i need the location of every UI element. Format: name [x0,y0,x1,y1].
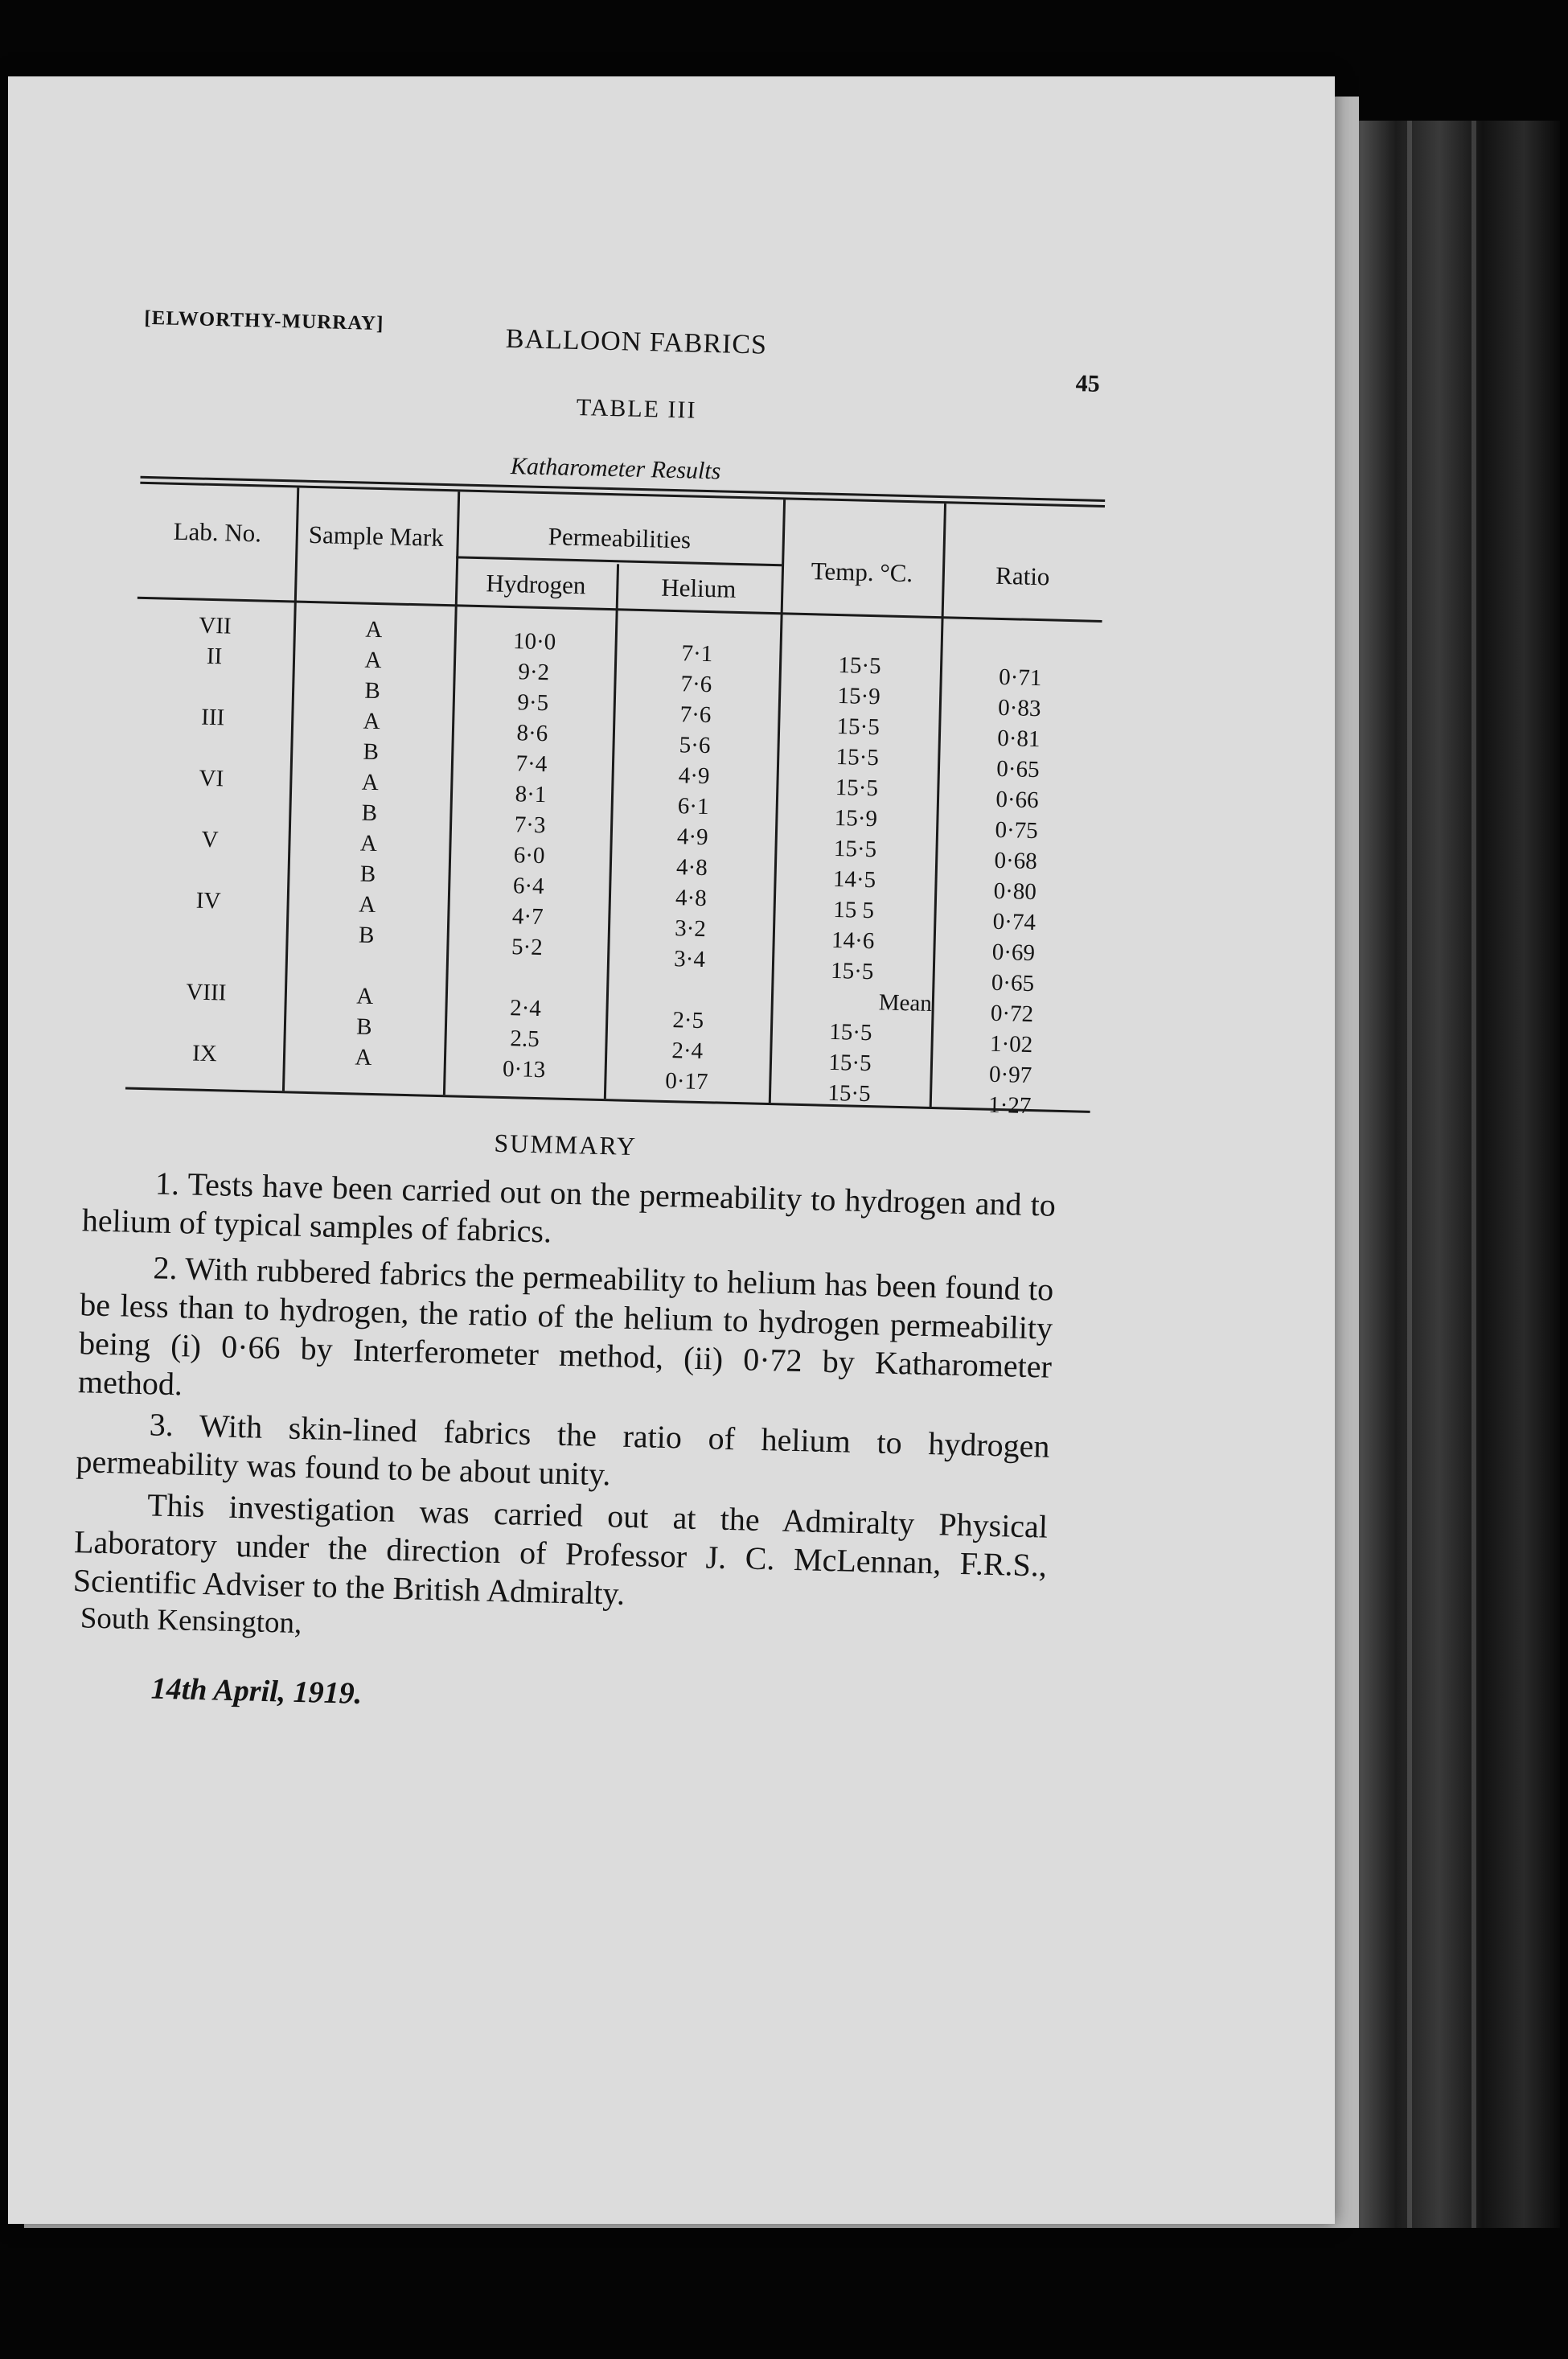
table-cell-sample-mark: A [358,891,376,919]
table-cell-lab-no [127,1006,285,1041]
table-cell-sample-mark: B [363,738,380,766]
table-cell-sample-mark: B [359,861,376,888]
table-cell-lab-no: IV [195,887,221,914]
table-cell-ratio: 0·66 [995,786,1040,814]
table-cell-temp: 14·5 [832,865,876,894]
table-label: TABLE III [576,393,697,424]
table-cell-hydrogen: 6·0 [513,842,545,869]
table-cell-hydrogen: 8·1 [515,781,547,808]
table-cell-helium: 3·4 [673,946,706,973]
table-cell-lab-no [129,914,286,949]
table-cell-lab-no: IX [191,1040,218,1067]
table-cell-helium: 5·6 [679,732,711,759]
table-cell-sample-mark: B [361,799,378,827]
table-cell-ratio: 0·80 [993,877,1037,906]
table-cell-lab-no [128,945,285,980]
table-cell-helium: 4·9 [676,824,709,851]
table-cell-sample-mark: A [365,616,383,643]
signoff-place: South Kensington, [80,1601,302,1641]
table-cell-temp: 15·9 [834,804,878,832]
signoff-date: 14th April, 1919. [150,1671,363,1711]
summary-paragraph-3: 3. With skin-lined fabrics the ratio of helium to hydrogen permeability was found to be about unity. [76,1406,1050,1493]
header-hydrogen: Hydrogen [486,569,586,600]
table-cell-temp: 15·5 [828,1049,872,1077]
table-cell-helium: 4·9 [678,762,710,790]
table-cell-temp: 15 5 [832,896,875,924]
table-cell-helium: 7·1 [681,640,713,668]
header-sample-mark: Sample Mark [308,520,445,552]
summary-paragraph-2: 2. With rubbered fabrics the permeability to helium has been found to be less than to hydrogen, the ratio of the helium to hydrogen permeability being (i) 0·66 by Interferometer method, (ii) 0·72 by Katharometer method. [77,1249,1054,1403]
table-cell-helium: 4·8 [675,885,708,912]
table-cell-lab-no: V [201,826,219,853]
table-cell-lab-no: VI [199,765,224,792]
table-cell-hydrogen: 2·4 [509,995,542,1022]
table-cell-sample-mark: A [364,647,382,674]
column-sample-mark [283,612,455,1075]
table-cell-sample-mark: B [358,922,375,949]
page-number: 45 [1075,370,1101,397]
table-cell-ratio: 0·81 [996,725,1041,753]
header-lab-no: Lab. No. [173,516,262,548]
table-cell-helium: 2·4 [671,1038,704,1065]
table-caption: Katharometer Results [510,452,721,485]
table-cell-lab-no: VII [199,612,232,639]
table-cell-ratio: 0·97 [988,1061,1032,1089]
header-permeabilities: Permeabilities [548,522,692,554]
table-cell-temp: 15·9 [837,683,881,710]
table-cell-hydrogen: 0·13 [502,1055,546,1083]
column-hydrogen [443,624,615,1087]
table-cell-hydrogen: 6·4 [512,873,544,900]
table-cell-hydrogen: 4·7 [511,903,544,931]
table-cell-sample-mark: A [363,708,381,735]
table-cell-hydrogen: 7·3 [514,812,546,839]
table-cell-hydrogen: 8·6 [516,720,548,747]
table-cell-ratio: 0·65 [996,755,1040,783]
table-cell-ratio: 0·69 [991,939,1036,967]
table-cell-ratio: 0·71 [998,664,1042,692]
table-cell-hydrogen [445,960,607,995]
table-cell-temp: 14·6 [831,927,875,955]
table-cell-ratio: 0·74 [992,908,1036,936]
table-cell-helium [606,972,772,1007]
table-cell-hydrogen: 5·2 [511,934,544,961]
table-cell-sample-mark: A [355,1044,372,1071]
running-head-title: BALLOON FABRICS [505,323,768,360]
table-cell-ratio: 0·72 [990,1000,1034,1028]
running-head-authors: [ELWORTHY-MURRAY] [144,306,384,335]
table-cell-lab-no [135,670,293,705]
table-cell-lab-no: II [206,643,223,670]
table-cell-sample-mark: A [355,983,374,1010]
table-cell-ratio: 0·75 [995,816,1039,845]
table-top-rule-double [140,482,1105,508]
table-cell-hydrogen: 2.5 [510,1025,540,1053]
summary-paragraph-1: 1. Tests have been carried out on the permeability to hydrogen and to helium of typical samples of fabrics. [81,1165,1057,1250]
table-cell-temp: 15·5 [836,713,880,741]
column-ratio [929,660,1101,1123]
column-temp [769,648,941,1111]
table-cell-sample-mark: A [359,830,378,857]
table-cell-ratio: 1·27 [987,1091,1032,1120]
table-cell-helium: 3·2 [674,915,707,943]
table-cell-ratio: 0·68 [994,847,1038,875]
table-cell-hydrogen: 7·4 [515,750,548,778]
table-cell-hydrogen: 9·2 [518,659,550,686]
table-cell-helium: 6·1 [677,793,709,820]
table-cell-temp: 15·5 [833,835,877,863]
summary-heading: SUMMARY [494,1128,638,1161]
table-cell-helium: 4·8 [675,854,708,882]
table-cell-lab-no [132,792,289,827]
table-cell-ratio: 1·02 [989,1030,1033,1058]
table-cell-ratio: 0·83 [997,694,1041,722]
table-cell-temp: 15·5 [835,774,879,802]
table-cell-hydrogen: 9·5 [517,689,549,717]
table-cell-sample-mark: B [364,677,381,705]
table-cell-helium: 7·6 [680,671,712,698]
table-cell-helium: 2·5 [672,1007,704,1034]
header-temp: Temp. °C. [811,557,913,588]
table-cell-lab-no: VIII [186,979,227,1006]
table-cell-temp: Mean [878,989,933,1017]
table-cell-helium: 7·6 [679,701,712,729]
table-cell-sample-mark: A [361,769,380,796]
page-content [0,63,1357,2242]
table-cell-sample-mark [285,948,446,983]
acknowledgement-paragraph: This investigation was carried out at the Admiralty Physical Laboratory under the direction of Professor J. C. McLennan, F.R.S., Scientific Adviser to the British Admiralty. [72,1486,1049,1612]
table-cell-temp: 15·5 [838,652,882,680]
scanned-page [8,76,1335,2224]
table-cell-temp: 15·5 [835,743,880,771]
table-cell-hydrogen: 10·0 [512,628,556,656]
table-cell-lab-no [133,731,291,766]
table-cell-helium: 0·17 [664,1067,708,1095]
column-lab-no [126,609,294,1071]
header-ratio: Ratio [995,561,1050,591]
table-cell-lab-no [130,853,288,888]
table-cell-temp: 15·5 [830,957,874,985]
table-cell-temp: 15·5 [828,1018,872,1046]
header-helium: Helium [660,573,737,603]
table-cell-lab-no: III [200,704,225,731]
column-helium [604,636,780,1099]
table-cell-sample-mark: B [355,1013,372,1040]
table-cell-ratio: 0·65 [991,969,1035,997]
table-cell-temp: 15·5 [827,1079,872,1108]
